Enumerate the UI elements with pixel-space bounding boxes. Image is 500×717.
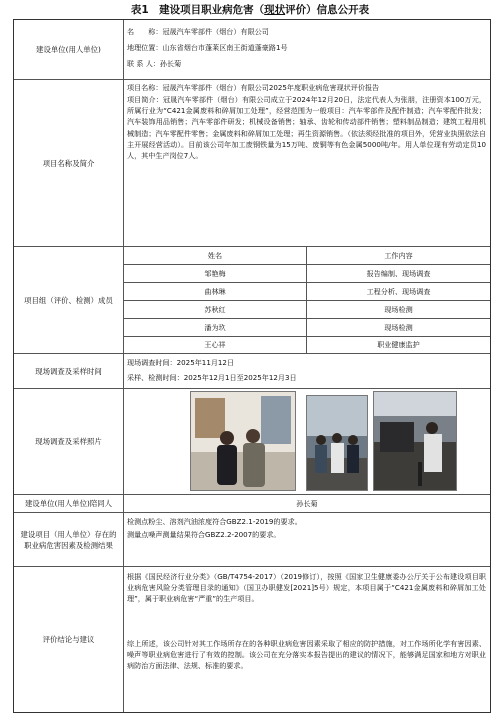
companion-label: 建设单位(用人单位)陪同人 (24, 499, 113, 508)
unit-address (127, 42, 485, 53)
title-suffix: 评价）信息公开表 (285, 4, 370, 16)
site-photo-sampling (373, 391, 457, 491)
team-label: 项目组（评价、检测）成员 (24, 295, 113, 305)
team-member-name: 曲林琳 (204, 286, 226, 296)
site-photo-office (190, 391, 296, 491)
unit-name-value: 冠晟汽车零部件（烟台）有限公司 (162, 27, 269, 36)
team-member-name: 邹艳梅 (204, 268, 226, 278)
unit-name-label: 名 称： (127, 27, 163, 36)
project-label: 项目名称及简介 (42, 158, 95, 168)
unit-contact (127, 58, 485, 69)
team-member-name: 王心祥 (204, 340, 226, 349)
conclusion-para2: 综上所述，该公司针对其工作场所存在的各种职业病危害因素采取了相应的防护措施，对工作场所化学有害因素、噪声等职业病危害进行了有效的控制。该公司在充分落实本报告提出的建议的情况下，能够满足国家和地方对职业病防治方面法律、法规、标准的要求。 (127, 639, 486, 671)
unit-contact-value: 孙长菊 (159, 59, 182, 68)
project-name-line: 项目名称：冠晟汽车零部件（烟台）有限公司2025年度职业病危害现状评价报告 (127, 83, 380, 92)
page-title (0, 3, 500, 17)
title-underlined: 现状 (264, 4, 286, 16)
column-divider (123, 20, 124, 712)
unit-name (127, 26, 485, 37)
team-member-name: 苏秋红 (204, 304, 226, 314)
hazard-results-line1: 检测点粉尘、溶剂汽油浓度符合GBZ2.1-2019的要求。 (127, 517, 302, 526)
team-header-name: 姓名 (207, 250, 223, 260)
unit-address-label: 地理位置： (127, 43, 163, 52)
site-photo-workshop (306, 395, 368, 491)
photos-label: 现场调查及采样照片 (35, 437, 102, 446)
team-member-work: 工程分析、现场调查 (366, 286, 431, 296)
survey-time-label: 现场调查及采样时间 (35, 366, 102, 376)
survey-time-line2: 采样、检测时间：2025年12月1日至2025年12月3日 (127, 373, 297, 382)
unit-contact-label: 联 系 人： (127, 59, 160, 68)
team-member-work: 现场检测 (384, 304, 413, 314)
unit-address-value: 山东省烟台市蓬莱区南王街道蓬豪路1号 (162, 43, 288, 52)
conclusion-label: 评价结论与建议 (42, 635, 95, 644)
team-member-work: 职业健康监护 (377, 340, 420, 349)
unit-label: 建设单位(用人单位) (36, 45, 101, 54)
team-member-name: 潘为玖 (204, 322, 226, 332)
conclusion-para1: 根据《国民经济行业分类》（GB/T4754-2017）（2019修订），按照《国家卫生健康委办公厅关于公布建设项目职业病危害风险分类管理目录的通知》（国卫办职健发[2021]5号）规定，本项目属于“C421金属废料和碎屑加工处理”，属于职业病危害“严重”的生产项目。 (127, 572, 486, 604)
project-intro: 项目简介：冠晟汽车零部件（烟台）有限公司成立于2024年12月20日，法定代表人为张朋，注册资本100万元，所属行业为“C421金属废料和碎屑加工处理”，经营范围为一般项目：汽车零部件及配件制造；汽车零配件批发；汽车装饰用品销售；汽车零部件研发；机械设备销售；轴承、齿轮和传动部件销售；塑料制品制造；建筑工程用机械制造；汽车零配件零售；金属废料和碎屑加工处理；再生资源销售。（依法须经批准的项目外，凭营业执照依法自主开展经营活动）。目前该公司年加工废钢铁量为15万吨、废铜等有色金属5000吨/年。用人单位现有劳动定员10人，其中生产岗位7人。 (127, 95, 486, 161)
hazard-results-label: 建设项目（用人单位）存在的职业病危害因素及检测结果 (20, 529, 117, 550)
survey-time-line1: 现场调查时间：2025年11月12日 (127, 358, 235, 367)
companion-value: 孙长菊 (296, 498, 318, 508)
hazard-results-line2: 测量点噪声测量结果符合GBZ2.2-2007的要求。 (127, 530, 281, 539)
team-header-work: 工作内容 (384, 250, 413, 260)
team-member-work: 现场检测 (384, 322, 413, 332)
title-prefix: 表1 建设项目职业病危害（ (130, 4, 265, 16)
info-table (13, 19, 491, 713)
team-member-work: 报告编制、现场调查 (366, 268, 431, 278)
